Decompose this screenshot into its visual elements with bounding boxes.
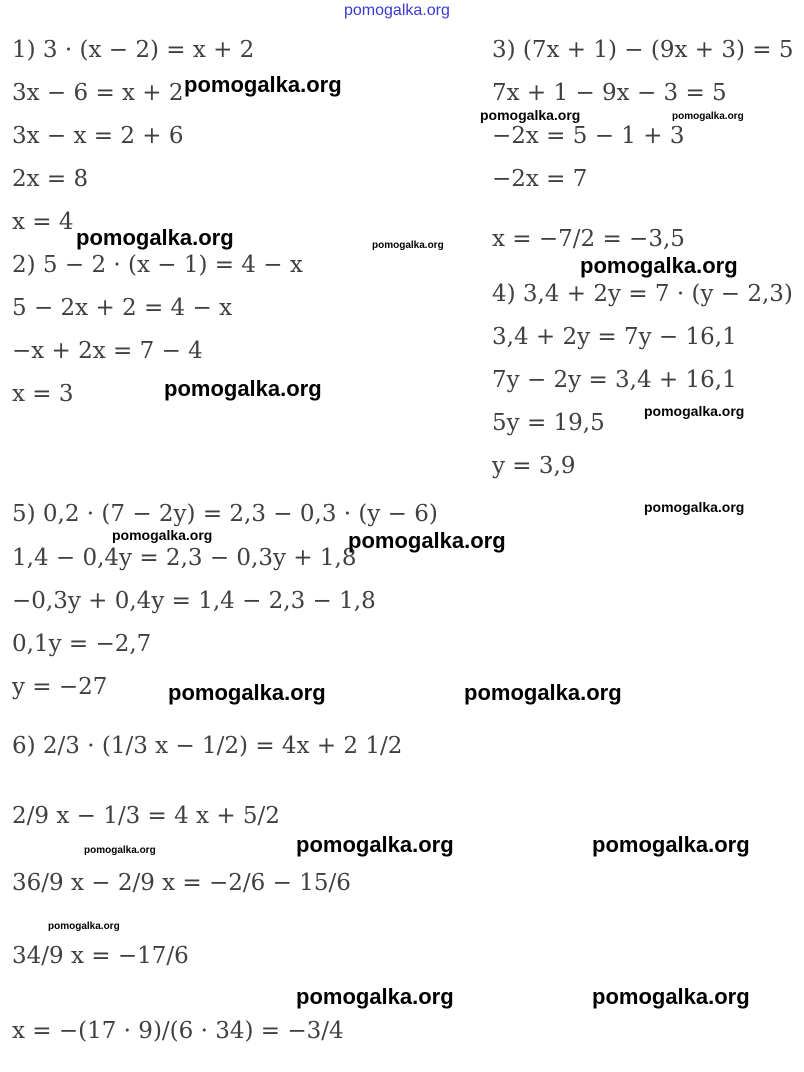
equation-line: y = 3,9 bbox=[492, 453, 576, 479]
watermark: pomogalka.org bbox=[164, 376, 322, 401]
watermark: pomogalka.org bbox=[644, 499, 745, 515]
watermark: pomogalka.org bbox=[48, 921, 120, 932]
equation-line: −2x = 5 − 1 + 3 bbox=[492, 123, 685, 149]
equation-line: x = −7/2 = −3,5 bbox=[492, 226, 685, 252]
equation-line: x = 4 bbox=[12, 209, 74, 235]
watermark: pomogalka.org bbox=[168, 680, 326, 705]
watermark: pomogalka.org bbox=[112, 527, 213, 543]
watermark: pomogalka.org bbox=[580, 253, 738, 278]
watermark: pomogalka.org bbox=[84, 845, 156, 856]
equation-line: 6) 2/3 · (1/3 x − 1/2) = 4x + 2 1/2 bbox=[12, 733, 403, 759]
equation-line: −2x = 7 bbox=[492, 166, 588, 192]
equation-line: 2x = 8 bbox=[12, 166, 89, 192]
equation-line: 2/9 x − 1/3 = 4 x + 5/2 bbox=[12, 803, 280, 829]
watermark: pomogalka.org bbox=[592, 832, 750, 857]
equation-line: 2) 5 − 2 · (x − 1) = 4 − x bbox=[12, 252, 303, 278]
equation-line: 1) 3 · (x − 2) = x + 2 bbox=[12, 37, 255, 63]
equation-line: x = 3 bbox=[12, 381, 74, 407]
equation-line: 7y − 2y = 3,4 + 16,1 bbox=[492, 367, 737, 393]
equation-line: y = −27 bbox=[12, 674, 108, 700]
equation-line: 5 − 2x + 2 = 4 − x bbox=[12, 295, 233, 321]
watermark: pomogalka.org bbox=[372, 240, 444, 251]
equation-line: 34/9 x = −17/6 bbox=[12, 943, 189, 969]
equation-line: 36/9 x − 2/9 x = −2/6 − 15/6 bbox=[12, 870, 351, 896]
watermark: pomogalka.org bbox=[296, 832, 454, 857]
equation-line: −x + 2x = 7 − 4 bbox=[12, 338, 203, 364]
equation-line: 3x − 6 = x + 2 bbox=[12, 80, 184, 106]
watermark: pomogalka.org bbox=[480, 107, 581, 123]
equation-line: 3,4 + 2y = 7y − 16,1 bbox=[492, 324, 737, 350]
equation-line: 0,1y = −2,7 bbox=[12, 631, 152, 657]
watermark: pomogalka.org bbox=[592, 984, 750, 1009]
watermark: pomogalka.org bbox=[464, 680, 622, 705]
equation-line: x = −(17 · 9)/(6 · 34) = −3/4 bbox=[12, 1018, 344, 1044]
equation-line: 3) (7x + 1) − (9x + 3) = 5 bbox=[492, 37, 794, 63]
equation-line: −0,3y + 0,4y = 1,4 − 2,3 − 1,8 bbox=[12, 588, 376, 614]
equation-line: 5) 0,2 · (7 − 2y) = 2,3 − 0,3 · (y − 6) bbox=[12, 501, 438, 527]
equation-line: 7x + 1 − 9x − 3 = 5 bbox=[492, 80, 727, 106]
equation-line: 5y = 19,5 bbox=[492, 410, 605, 436]
header-watermark: pomogalka.org bbox=[344, 2, 450, 19]
watermark: pomogalka.org bbox=[672, 111, 744, 122]
watermark: pomogalka.org bbox=[644, 403, 745, 419]
equation-line: 3x − x = 2 + 6 bbox=[12, 123, 184, 149]
watermark: pomogalka.org bbox=[184, 72, 342, 97]
watermark: pomogalka.org bbox=[296, 984, 454, 1009]
equation-line: 4) 3,4 + 2y = 7 · (y − 2,3) bbox=[492, 281, 793, 307]
watermark: pomogalka.org bbox=[348, 528, 506, 553]
watermark: pomogalka.org bbox=[76, 225, 234, 250]
equation-line: 1,4 − 0,4y = 2,3 − 0,3y + 1,8 bbox=[12, 545, 357, 571]
